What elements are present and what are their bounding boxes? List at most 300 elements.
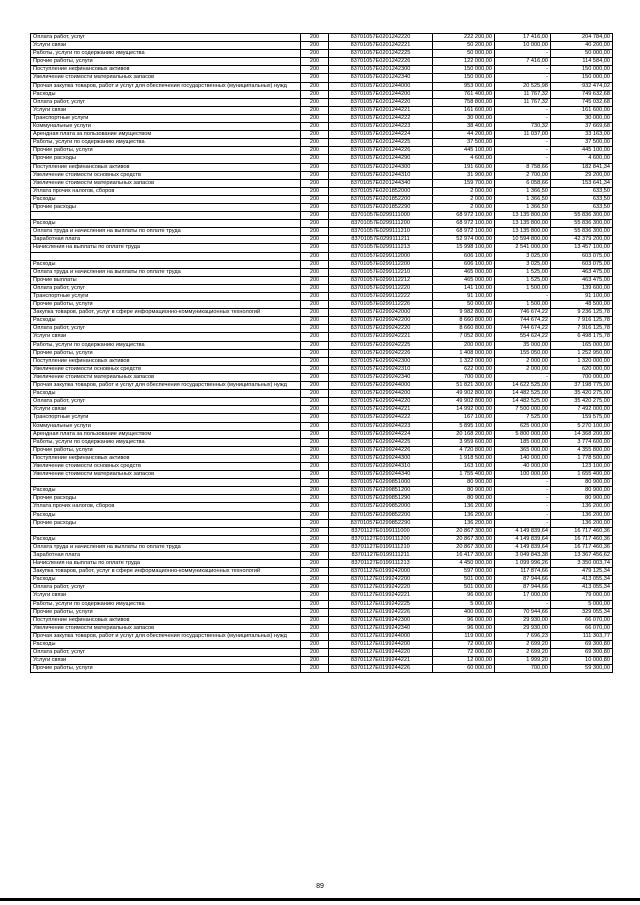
- row-code-cell: 200: [301, 293, 329, 301]
- approved-amount-cell: 50 200,00: [433, 42, 495, 50]
- row-code-cell: 200: [301, 349, 329, 357]
- table-row: [31, 584, 613, 592]
- table-row: [31, 155, 613, 163]
- executed-amount-cell: 4 149 839,64: [495, 543, 551, 551]
- row-name-cell: Прочие работы, услуги: [31, 349, 301, 357]
- executed-amount-cell: 4 149 839,64: [495, 527, 551, 535]
- row-name-cell: Заработная плата: [31, 552, 301, 560]
- row-name-cell: Оплата работ, услуг: [31, 325, 301, 333]
- row-classification-code-cell: 83701057Е0299111200: [329, 220, 433, 228]
- row-classification-code-cell: 83701057Е0299242340: [329, 373, 433, 381]
- row-code-cell: 200: [301, 147, 329, 155]
- row-classification-code-cell: 83701057Е0299242221: [329, 333, 433, 341]
- row-code-cell: 200: [301, 212, 329, 220]
- row-code-cell: 200: [301, 114, 329, 122]
- bottom-scan-border: [0, 898, 640, 901]
- approved-amount-cell: 51 821 300,00: [433, 382, 495, 390]
- approved-amount-cell: 96 000,00: [433, 616, 495, 624]
- executed-amount-cell: 625 000,00: [495, 422, 551, 430]
- approved-amount-cell: 465 000,00: [433, 276, 495, 284]
- remaining-amount-cell: 5 000,00: [551, 600, 613, 608]
- row-classification-code-cell: 83701057Е0299112200: [329, 260, 433, 268]
- row-classification-code-cell: 83701057Е0299851290: [329, 495, 433, 503]
- row-classification-code-cell: 83701057Е0201244300: [329, 163, 433, 171]
- remaining-amount-cell: 42 379 200,00: [551, 236, 613, 244]
- row-code-cell: 200: [301, 74, 329, 82]
- executed-amount-cell: 20 525,98: [495, 82, 551, 90]
- table-row: [31, 616, 613, 624]
- approved-amount-cell: 2 000,00: [433, 203, 495, 211]
- approved-amount-cell: 96 000,00: [433, 624, 495, 632]
- executed-amount-cell: 1 525,00: [495, 268, 551, 276]
- approved-amount-cell: 2 000,00: [433, 187, 495, 195]
- row-code-cell: 200: [301, 34, 329, 42]
- row-name-cell: Оплата работ, услуг: [31, 34, 301, 42]
- executed-amount-cell: 13 135 800,00: [495, 212, 551, 220]
- row-classification-code-cell: 83701127Е0199244226: [329, 665, 433, 673]
- executed-amount-cell: 11 767,32: [495, 90, 551, 98]
- row-code-cell: 200: [301, 519, 329, 527]
- remaining-amount-cell: 603 075,00: [551, 252, 613, 260]
- approved-amount-cell: 119 000,00: [433, 632, 495, 640]
- remaining-amount-cell: 700 000,00: [551, 373, 613, 381]
- executed-amount-cell: 3 025,00: [495, 260, 551, 268]
- row-name-cell: Услуги связи: [31, 333, 301, 341]
- row-code-cell: 200: [301, 422, 329, 430]
- remaining-amount-cell: 37 500,00: [551, 139, 613, 147]
- table-row: [31, 98, 613, 106]
- remaining-amount-cell: 745 032,68: [551, 98, 613, 106]
- approved-amount-cell: 5 895 100,00: [433, 422, 495, 430]
- row-code-cell: 200: [301, 106, 329, 114]
- table-row: [31, 293, 613, 301]
- approved-amount-cell: 8 660 800,00: [433, 325, 495, 333]
- row-code-cell: 200: [301, 487, 329, 495]
- table-row: [31, 260, 613, 268]
- row-classification-code-cell: 83701057Е0201244290: [329, 155, 433, 163]
- row-classification-code-cell: 83701127Е0199242200: [329, 576, 433, 584]
- executed-amount-cell: -: [495, 503, 551, 511]
- row-name-cell: Услуги связи: [31, 657, 301, 665]
- approved-amount-cell: 606 100,00: [433, 260, 495, 268]
- row-name-cell: Прочие расходы: [31, 519, 301, 527]
- approved-amount-cell: 501 000,00: [433, 584, 495, 592]
- row-classification-code-cell: 83701057Е0299244223: [329, 422, 433, 430]
- approved-amount-cell: 68 972 100,00: [433, 220, 495, 228]
- remaining-amount-cell: 55 836 300,00: [551, 220, 613, 228]
- row-name-cell: Начисления на выплаты по оплате труда: [31, 560, 301, 568]
- table-row: [31, 422, 613, 430]
- row-code-cell: 200: [301, 301, 329, 309]
- row-name-cell: Прочие работы, услуги: [31, 301, 301, 309]
- remaining-amount-cell: 5 270 100,00: [551, 422, 613, 430]
- row-classification-code-cell: 83701127Е0199242225: [329, 600, 433, 608]
- row-name-cell: Поступление нефинансовых активов: [31, 163, 301, 171]
- executed-amount-cell: 554 624,22: [495, 333, 551, 341]
- row-name-cell: Закупка товаров, работ, услуг в сфере информационно-коммуникационных технологий: [31, 568, 301, 576]
- remaining-amount-cell: 463 475,00: [551, 276, 613, 284]
- row-classification-code-cell: 83701057Е0201244226: [329, 147, 433, 155]
- approved-amount-cell: 7 052 800,00: [433, 333, 495, 341]
- row-code-cell: 200: [301, 462, 329, 470]
- remaining-amount-cell: 13 367 456,62: [551, 552, 613, 560]
- row-code-cell: 200: [301, 649, 329, 657]
- row-name-cell: Прочие работы, услуги: [31, 608, 301, 616]
- row-classification-code-cell: 83701057Е0299112212: [329, 276, 433, 284]
- row-code-cell: 200: [301, 244, 329, 252]
- remaining-amount-cell: 37 198 775,00: [551, 382, 613, 390]
- row-code-cell: 200: [301, 527, 329, 535]
- approved-amount-cell: 161 600,00: [433, 106, 495, 114]
- row-classification-code-cell: 83701127Е0199111213: [329, 560, 433, 568]
- row-classification-code-cell: 83701057Е0299112226: [329, 301, 433, 309]
- remaining-amount-cell: 204 784,00: [551, 34, 613, 42]
- row-classification-code-cell: 83701057Е0299244220: [329, 398, 433, 406]
- executed-amount-cell: 3 025,00: [495, 252, 551, 260]
- row-classification-code-cell: 83701127Е0199242220: [329, 584, 433, 592]
- executed-amount-cell: 7 416,00: [495, 58, 551, 66]
- remaining-amount-cell: 16 717 460,36: [551, 527, 613, 535]
- row-code-cell: 200: [301, 390, 329, 398]
- row-name-cell: Арендная плата за пользование имуществом: [31, 430, 301, 438]
- row-code-cell: 200: [301, 382, 329, 390]
- row-name-cell: Работы, услуги по содержанию имущества: [31, 139, 301, 147]
- row-name-cell: Оплата работ, услуг: [31, 98, 301, 106]
- row-classification-code-cell: 83701057Е0201244340: [329, 179, 433, 187]
- row-classification-code-cell: 83701057Е0201244200: [329, 90, 433, 98]
- row-classification-code-cell: 83701057Е0299244000: [329, 382, 433, 390]
- row-name-cell: Расходы: [31, 317, 301, 325]
- row-name-cell: Оплата работ, услуг: [31, 584, 301, 592]
- row-name-cell: Оплата работ, услуг: [31, 284, 301, 292]
- approved-amount-cell: 758 800,00: [433, 98, 495, 106]
- executed-amount-cell: -: [495, 511, 551, 519]
- row-name-cell: Оплата труда и начисления на выплаты по оплате труда: [31, 228, 301, 236]
- row-classification-code-cell: 83701057Е0299111000: [329, 212, 433, 220]
- table-row: [31, 179, 613, 187]
- row-classification-code-cell: 83701057Е0201244223: [329, 123, 433, 131]
- row-classification-code-cell: 83701057Е0201242340: [329, 74, 433, 82]
- remaining-amount-cell: 40 200,00: [551, 42, 613, 50]
- row-classification-code-cell: 83701057Е0299244221: [329, 406, 433, 414]
- row-classification-code-cell: 83701127Е0199244000: [329, 632, 433, 640]
- remaining-amount-cell: 9 236 125,78: [551, 309, 613, 317]
- row-code-cell: 200: [301, 576, 329, 584]
- row-classification-code-cell: 83701057Е0299242000: [329, 309, 433, 317]
- row-code-cell: 200: [301, 657, 329, 665]
- row-classification-code-cell: 83701127Е0199242226: [329, 608, 433, 616]
- row-name-cell: Прочие выплаты: [31, 276, 301, 284]
- row-name-cell: Транспортные услуги: [31, 414, 301, 422]
- approved-amount-cell: 50 000,00: [433, 301, 495, 309]
- row-classification-code-cell: 83701057Е0299852200: [329, 511, 433, 519]
- remaining-amount-cell: 445 100,00: [551, 147, 613, 155]
- table-row: [31, 487, 613, 495]
- executed-amount-cell: 7 696,23: [495, 632, 551, 640]
- remaining-amount-cell: 136 200,00: [551, 519, 613, 527]
- row-code-cell: 200: [301, 479, 329, 487]
- remaining-amount-cell: 29 200,00: [551, 171, 613, 179]
- table-row: [31, 608, 613, 616]
- table-row: [31, 373, 613, 381]
- approved-amount-cell: 606 100,00: [433, 252, 495, 260]
- row-name-cell: Прочие работы, услуги: [31, 58, 301, 66]
- remaining-amount-cell: 479 125,34: [551, 568, 613, 576]
- row-classification-code-cell: 83701057Е0299112000: [329, 252, 433, 260]
- row-classification-code-cell: 83701127Е0199244200: [329, 641, 433, 649]
- budget-report-page: [30, 33, 612, 673]
- executed-amount-cell: 1 500,00: [495, 301, 551, 309]
- remaining-amount-cell: 66 070,00: [551, 616, 613, 624]
- approved-amount-cell: 222 200,00: [433, 34, 495, 42]
- row-classification-code-cell: 83701057Е0299244200: [329, 390, 433, 398]
- remaining-amount-cell: 69 300,80: [551, 641, 613, 649]
- table-row: [31, 430, 613, 438]
- approved-amount-cell: 80 900,00: [433, 495, 495, 503]
- row-classification-code-cell: 83701057Е0201244310: [329, 171, 433, 179]
- approved-amount-cell: 38 400,00: [433, 123, 495, 131]
- row-classification-code-cell: 83701057Е0299112222: [329, 293, 433, 301]
- row-code-cell: 200: [301, 511, 329, 519]
- table-row: [31, 592, 613, 600]
- row-name-cell: Прочие расходы: [31, 155, 301, 163]
- row-name-cell: Работы, услуги по содержанию имущества: [31, 438, 301, 446]
- remaining-amount-cell: 161 600,00: [551, 106, 613, 114]
- table-row: [31, 560, 613, 568]
- approved-amount-cell: 1 918 500,00: [433, 454, 495, 462]
- remaining-amount-cell: 37 669,68: [551, 123, 613, 131]
- remaining-amount-cell: 633,50: [551, 187, 613, 195]
- executed-amount-cell: 365 000,00: [495, 446, 551, 454]
- executed-amount-cell: 100 000,00: [495, 471, 551, 479]
- executed-amount-cell: 35 000,00: [495, 341, 551, 349]
- remaining-amount-cell: 413 055,34: [551, 584, 613, 592]
- row-classification-code-cell: 83701057Е0299244226: [329, 446, 433, 454]
- row-name-cell: Увеличение стоимости материальных запасов: [31, 471, 301, 479]
- table-row: [31, 139, 613, 147]
- remaining-amount-cell: 136 200,00: [551, 503, 613, 511]
- executed-amount-cell: 730,32: [495, 123, 551, 131]
- row-name-cell: Увеличение стоимости основных средств: [31, 462, 301, 470]
- executed-amount-cell: -: [495, 519, 551, 527]
- row-code-cell: 200: [301, 430, 329, 438]
- row-classification-code-cell: 83701057Е0299244300: [329, 454, 433, 462]
- row-name-cell: Расходы: [31, 511, 301, 519]
- executed-amount-cell: 1 099 996,26: [495, 560, 551, 568]
- row-classification-code-cell: 83701057Е0201242220: [329, 34, 433, 42]
- executed-amount-cell: -: [495, 66, 551, 74]
- executed-amount-cell: -: [495, 139, 551, 147]
- approved-amount-cell: 37 500,00: [433, 139, 495, 147]
- approved-amount-cell: 445 100,00: [433, 147, 495, 155]
- row-code-cell: 200: [301, 187, 329, 195]
- table-row: [31, 446, 613, 454]
- row-code-cell: 200: [301, 446, 329, 454]
- executed-amount-cell: 1 500,00: [495, 284, 551, 292]
- approved-amount-cell: 60 000,00: [433, 665, 495, 673]
- row-code-cell: 200: [301, 284, 329, 292]
- table-row: [31, 187, 613, 195]
- row-classification-code-cell: 83701057Е0299244310: [329, 462, 433, 470]
- row-code-cell: 200: [301, 357, 329, 365]
- table-row: [31, 471, 613, 479]
- row-name-cell: Работы, услуги по содержанию имущества: [31, 50, 301, 58]
- remaining-amount-cell: 30 000,00: [551, 114, 613, 122]
- row-code-cell: 200: [301, 552, 329, 560]
- row-code-cell: 200: [301, 309, 329, 317]
- row-code-cell: 200: [301, 276, 329, 284]
- remaining-amount-cell: 3 774 600,00: [551, 438, 613, 446]
- table-row: [31, 552, 613, 560]
- approved-amount-cell: 136 200,00: [433, 519, 495, 527]
- executed-amount-cell: 1 366,50: [495, 195, 551, 203]
- approved-amount-cell: 200 000,00: [433, 341, 495, 349]
- table-row: [31, 228, 613, 236]
- remaining-amount-cell: 123 100,00: [551, 462, 613, 470]
- row-classification-code-cell: 83701057Е0201242221: [329, 42, 433, 50]
- approved-amount-cell: 1 755 400,00: [433, 471, 495, 479]
- remaining-amount-cell: 13 457 100,00: [551, 244, 613, 252]
- table-row: [31, 252, 613, 260]
- table-row: [31, 641, 613, 649]
- row-code-cell: 200: [301, 50, 329, 58]
- executed-amount-cell: 6 058,66: [495, 179, 551, 187]
- executed-amount-cell: 1 525,00: [495, 276, 551, 284]
- row-code-cell: 200: [301, 616, 329, 624]
- executed-amount-cell: 17 416,00: [495, 34, 551, 42]
- remaining-amount-cell: 329 055,34: [551, 608, 613, 616]
- remaining-amount-cell: 463 475,00: [551, 268, 613, 276]
- row-classification-code-cell: 83701057Е0299111213: [329, 244, 433, 252]
- row-code-cell: 200: [301, 406, 329, 414]
- table-row: [31, 624, 613, 632]
- table-row: [31, 398, 613, 406]
- row-name-cell: Оплата труда и начисления на выплаты по оплате труда: [31, 268, 301, 276]
- approved-amount-cell: 31 900,00: [433, 171, 495, 179]
- remaining-amount-cell: 1 252 950,00: [551, 349, 613, 357]
- budget-execution-table: [30, 33, 613, 673]
- approved-amount-cell: 68 972 100,00: [433, 212, 495, 220]
- approved-amount-cell: 622 000,00: [433, 365, 495, 373]
- approved-amount-cell: 4 720 800,00: [433, 446, 495, 454]
- approved-amount-cell: 68 972 100,00: [433, 228, 495, 236]
- executed-amount-cell: -: [495, 600, 551, 608]
- approved-amount-cell: 1 408 000,00: [433, 349, 495, 357]
- row-name-cell: Увеличение стоимости материальных запасов: [31, 179, 301, 187]
- executed-amount-cell: 5 800 000,00: [495, 430, 551, 438]
- table-row: [31, 66, 613, 74]
- row-classification-code-cell: 83701057Е0299242226: [329, 349, 433, 357]
- row-code-cell: 200: [301, 592, 329, 600]
- row-name-cell: Увеличение стоимости материальных запасов: [31, 624, 301, 632]
- remaining-amount-cell: 165 000,00: [551, 341, 613, 349]
- row-classification-code-cell: 83701057Е0201244000: [329, 82, 433, 90]
- row-code-cell: 200: [301, 58, 329, 66]
- approved-amount-cell: 49 902 800,00: [433, 398, 495, 406]
- row-code-cell: 200: [301, 624, 329, 632]
- row-name-cell: Транспортные услуги: [31, 114, 301, 122]
- approved-amount-cell: 9 982 800,00: [433, 309, 495, 317]
- row-name-cell: [31, 527, 301, 535]
- table-row: [31, 414, 613, 422]
- remaining-amount-cell: 111 303,77: [551, 632, 613, 640]
- table-row: [31, 479, 613, 487]
- table-row: [31, 600, 613, 608]
- remaining-amount-cell: 14 368 200,00: [551, 430, 613, 438]
- table-row: [31, 58, 613, 66]
- executed-amount-cell: 14 482 525,00: [495, 390, 551, 398]
- row-classification-code-cell: 83701057Е0201244221: [329, 106, 433, 114]
- row-code-cell: 200: [301, 503, 329, 511]
- row-code-cell: 200: [301, 641, 329, 649]
- approved-amount-cell: 49 902 800,00: [433, 390, 495, 398]
- remaining-amount-cell: 6 498 175,78: [551, 333, 613, 341]
- row-classification-code-cell: 83701057Е0299242300: [329, 357, 433, 365]
- row-classification-code-cell: 83701057Е0201242226: [329, 58, 433, 66]
- executed-amount-cell: 11 767,32: [495, 98, 551, 106]
- remaining-amount-cell: 33 163,00: [551, 131, 613, 139]
- remaining-amount-cell: 136 200,00: [551, 511, 613, 519]
- remaining-amount-cell: 55 836 300,00: [551, 228, 613, 236]
- row-classification-code-cell: 83701057Е0299242220: [329, 325, 433, 333]
- table-row: [31, 535, 613, 543]
- approved-amount-cell: 465 000,00: [433, 268, 495, 276]
- row-code-cell: 200: [301, 568, 329, 576]
- row-code-cell: 200: [301, 98, 329, 106]
- table-row: [31, 390, 613, 398]
- table-row: [31, 106, 613, 114]
- row-code-cell: 200: [301, 365, 329, 373]
- row-name-cell: Прочие работы, услуги: [31, 147, 301, 155]
- executed-amount-cell: 1 999,20: [495, 657, 551, 665]
- approved-amount-cell: 80 900,00: [433, 487, 495, 495]
- remaining-amount-cell: 55 836 300,00: [551, 212, 613, 220]
- executed-amount-cell: 155 050,00: [495, 349, 551, 357]
- row-name-cell: Оплата работ, услуг: [31, 398, 301, 406]
- table-row: [31, 454, 613, 462]
- executed-amount-cell: 8 758,66: [495, 163, 551, 171]
- row-name-cell: Оплата работ, услуг: [31, 649, 301, 657]
- approved-amount-cell: 167 100,00: [433, 414, 495, 422]
- approved-amount-cell: 150 000,00: [433, 74, 495, 82]
- executed-amount-cell: 700,00: [495, 665, 551, 673]
- executed-amount-cell: 117 874,66: [495, 568, 551, 576]
- table-row: [31, 236, 613, 244]
- row-name-cell: Уплата прочих налогов, сборов: [31, 503, 301, 511]
- row-name-cell: Арендная плата за пользование имуществом: [31, 131, 301, 139]
- remaining-amount-cell: 7 492 000,00: [551, 406, 613, 414]
- row-name-cell: Закупка товаров, работ, услуг в сфере информационно-коммуникационных технологий: [31, 309, 301, 317]
- approved-amount-cell: 72 000,00: [433, 641, 495, 649]
- table-row: [31, 632, 613, 640]
- row-code-cell: 200: [301, 139, 329, 147]
- approved-amount-cell: 15 998 100,00: [433, 244, 495, 252]
- row-classification-code-cell: 83701057Е0299244224: [329, 430, 433, 438]
- executed-amount-cell: 14 482 525,00: [495, 398, 551, 406]
- row-code-cell: 200: [301, 543, 329, 551]
- approved-amount-cell: 2 000,00: [433, 195, 495, 203]
- row-name-cell: Поступление нефинансовых активов: [31, 454, 301, 462]
- approved-amount-cell: 597 000,00: [433, 568, 495, 576]
- executed-amount-cell: 70 944,66: [495, 608, 551, 616]
- remaining-amount-cell: 413 055,34: [551, 576, 613, 584]
- executed-amount-cell: -: [495, 114, 551, 122]
- remaining-amount-cell: 114 584,00: [551, 58, 613, 66]
- row-name-cell: Прочая закупка товаров, работ и услуг для обеспечения государственных (муниципальных) нужд: [31, 632, 301, 640]
- executed-amount-cell: 2 000,00: [495, 365, 551, 373]
- row-classification-code-cell: 83701057Е0299852290: [329, 519, 433, 527]
- executed-amount-cell: -: [495, 293, 551, 301]
